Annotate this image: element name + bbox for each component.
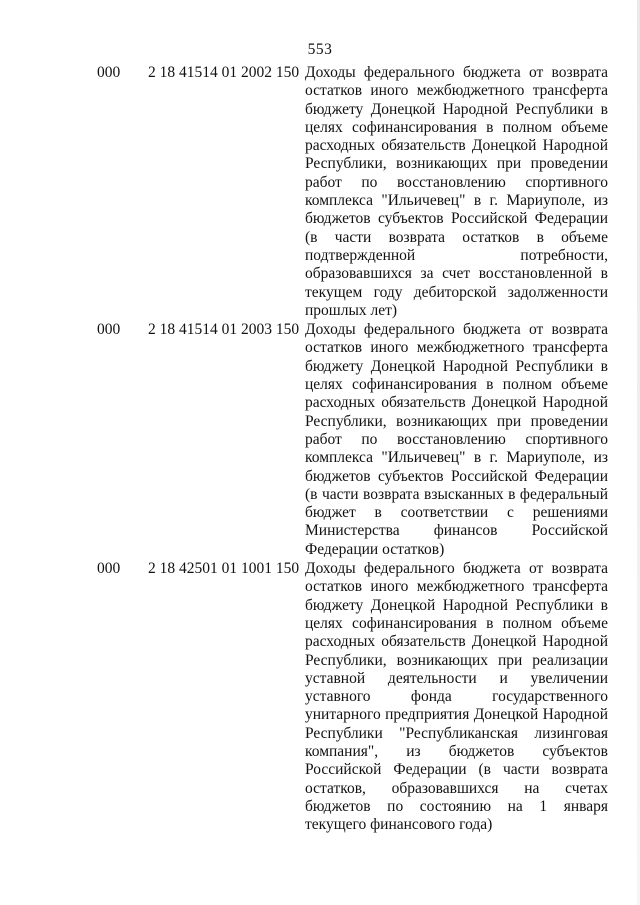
revenue-description: Доходы федерального бюджета от возврата остатков иного межбюджетного трансферта бюджету Донецкой Народной Республики в целях софинансирования в полном объеме расходных обязательств Донецкой Народной Республики, возникающих при проведении работ по восстановлению спортивного комплекса "Ильичевец" в г. Мариуполе, из бюджетов субъектов Российской Федерации (в части возврата остатков в объеме подтвержденной потребности, образовавшихся за счет восстановленной в текущем году дебиторской задолженности прошлых лет) bbox=[305, 64, 608, 319]
administrator-code: 000 bbox=[97, 321, 121, 339]
page-number: 553 bbox=[307, 41, 333, 58]
table-row bbox=[0, 321, 640, 559]
classification-code: 2 18 41514 01 2003 150 bbox=[148, 321, 300, 339]
revenue-description: Доходы федерального бюджета от возврата остатков иного межбюджетного трансферта бюджету Донецкой Народной Республики в целях софинансирования в полном объеме расходных обязательств Донецкой Народной Республики, возникающих при реализации уставной деятельности и увеличении уставного фонда государственного унитарного предприятия Донецкой Народной Республики "Республиканская лизинговая компания", из бюджетов субъектов Российской Федерации (в части возврата остатков, образовавшихся на счетах бюджетов по состоянию на 1 января текущего финансового года) bbox=[305, 560, 608, 834]
classification-code: 2 18 41514 01 2002 150 bbox=[148, 64, 300, 81]
table-row bbox=[0, 64, 640, 320]
revenue-description: Доходы федерального бюджета от возврата остатков иного межбюджетного трансферта бюджету Донецкой Народной Республики в целях софинансирования в полном объеме расходных обязательств Донецкой Народной Республики, возникающих при проведении работ по восстановлению спортивного комплекса "Ильичевец" в г. Мариуполе, из бюджетов субъектов Российской Федерации (в части возврата взысканных в федеральный бюджет в соответствии с решениями Министерства финансов Российской Федерации остатков) bbox=[305, 321, 608, 558]
classification-code: 2 18 42501 01 1001 150 bbox=[148, 560, 300, 578]
administrator-code: 000 bbox=[97, 560, 121, 578]
table-row bbox=[0, 560, 640, 834]
budget-codes-table bbox=[0, 64, 640, 835]
administrator-code: 000 bbox=[97, 64, 121, 81]
